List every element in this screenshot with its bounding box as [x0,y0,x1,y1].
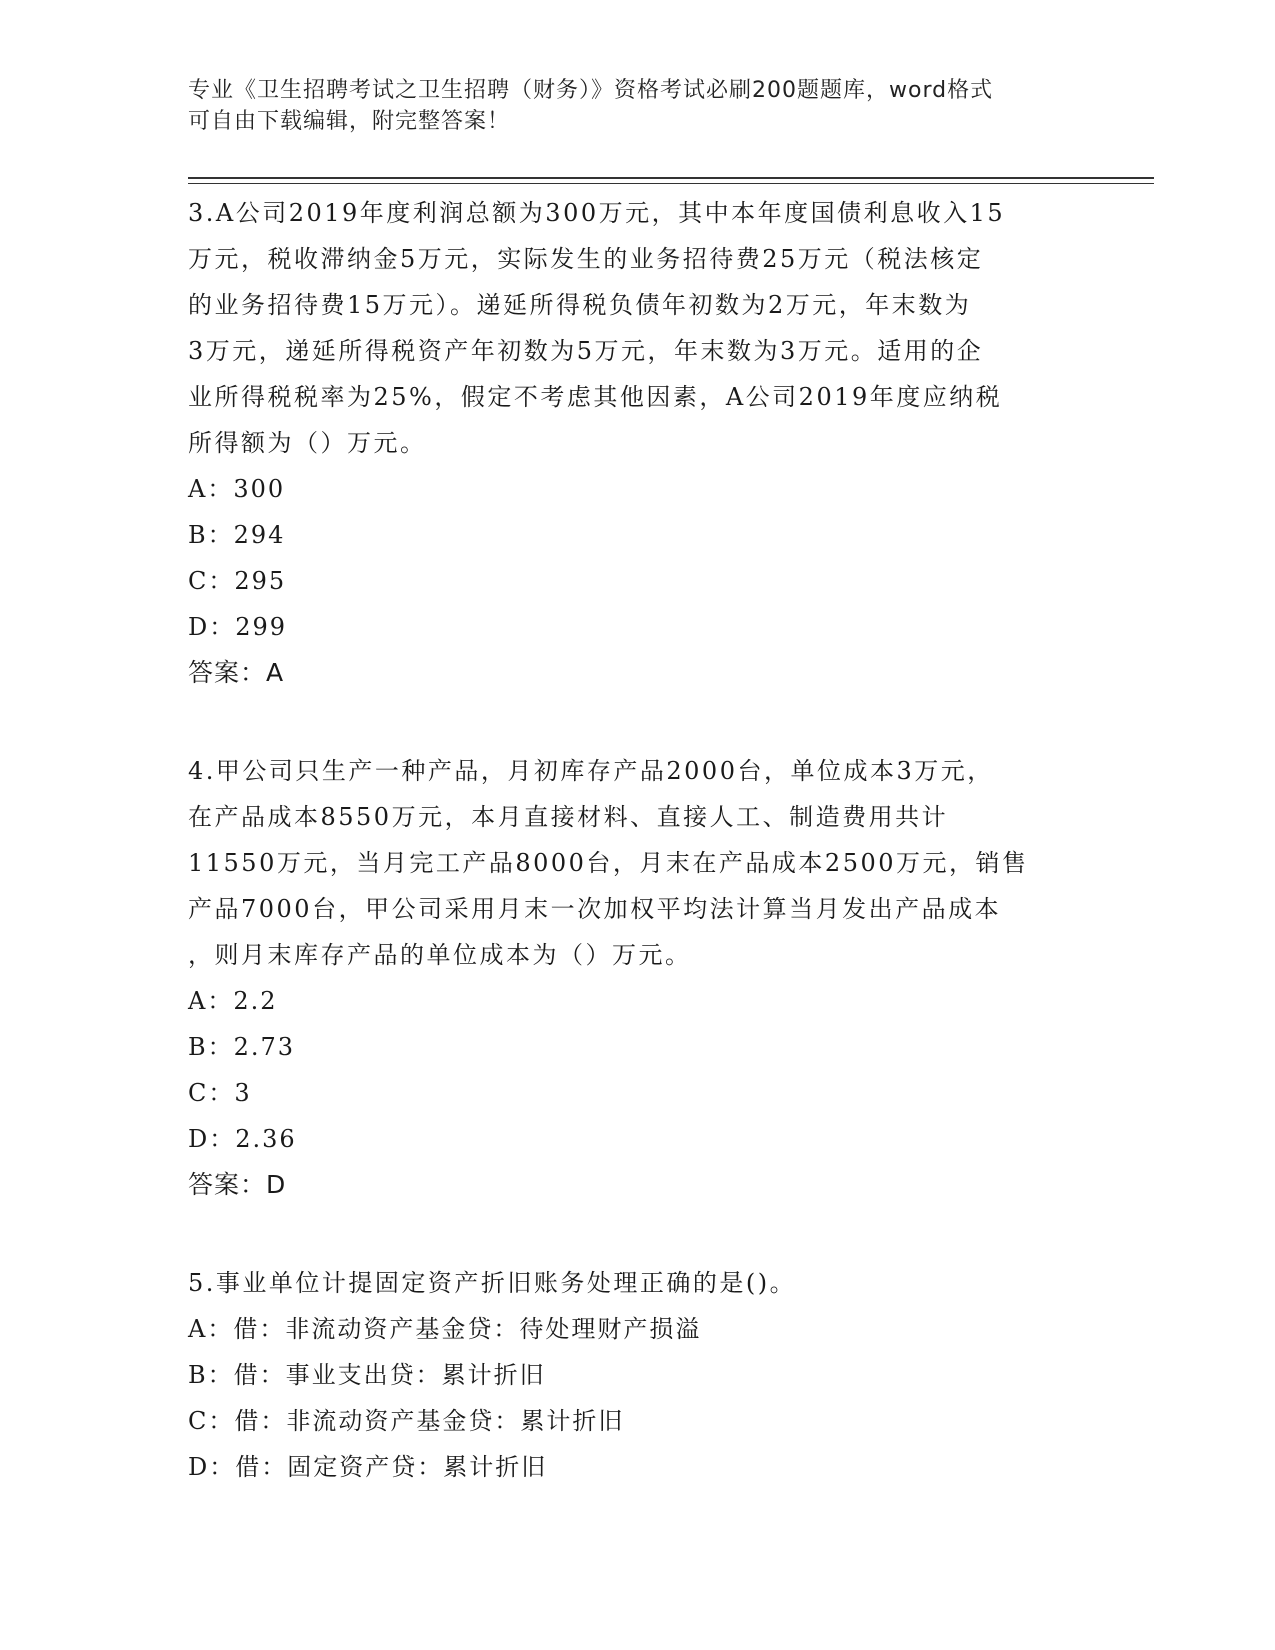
question-text-line: ，则月末库存产品的单位成本为（）万元。 [188,941,692,969]
question-block [188,190,1088,696]
option-d: D：借：固定资产贷：累计折旧 [188,1453,548,1481]
question-text-line: 11550万元，当月完工产品8000台，月末在产品成本2500万元，销售 [188,849,1029,877]
option-a: A：2.2 [188,987,278,1015]
question-block [188,1260,1088,1490]
option-d: D：2.36 [188,1125,297,1153]
question-text-line: 4.甲公司只生产一种产品，月初库存产品2000台，单位成本3万元， [188,757,994,785]
answer-label: 答案：A [188,658,285,687]
question-text-line: 产品7000台，甲公司采用月末一次加权平均法计算当月发出产品成本 [188,895,1002,923]
option-c: C：3 [188,1079,252,1107]
question-text-line: 业所得税税率为25%，假定不考虑其他因素，A公司2019年度应纳税 [188,383,1003,411]
option-b: B：2.73 [188,1033,296,1061]
question-text-line: 3.A公司2019年度利润总额为300万元，其中本年度国债利息收入15 [188,199,1006,227]
option-c: C：295 [188,567,287,595]
option-d: D：299 [188,613,288,641]
option-a: A：借：非流动资产基金贷：待处理财产损溢 [188,1315,702,1343]
question-text-line: 所得额为（）万元。 [188,429,427,457]
document-header [188,75,1088,137]
answer-label: 答案：D [188,1170,287,1199]
header-divider-thick [188,177,1154,179]
question-text-line: 3万元，递延所得税资产年初数为5万元，年末数为3万元。适用的企 [188,337,984,365]
question-text-line: 的业务招待费15万元）。递延所得税负债年初数为2万元，年末数为 [188,291,972,319]
header-divider-thin [188,183,1154,184]
option-b: B：借：事业支出贷：累计折旧 [188,1361,546,1389]
question-text-line: 万元，税收滞纳金5万元，实际发生的业务招待费25万元（税法核定 [188,245,984,273]
header-line-1: 专业《卫生招聘考试之卫生招聘（财务）》资格考试必刷200题题库，word格式 [188,78,994,103]
question-list [188,190,1088,1490]
question-text-line: 5.事业单位计提固定资产折旧账务处理正确的是()。 [188,1269,797,1297]
header-line-2: 可自由下载编辑，附完整答案！ [188,109,511,134]
question-spacer [188,696,1088,748]
question-block [188,748,1088,1208]
option-b: B：294 [188,521,286,549]
question-text-line: 在产品成本8550万元，本月直接材料、直接人工、制造费用共计 [188,803,949,831]
option-c: C：借：非流动资产基金贷：累计折旧 [188,1407,625,1435]
option-a: A：300 [188,475,286,503]
question-spacer [188,1208,1088,1260]
